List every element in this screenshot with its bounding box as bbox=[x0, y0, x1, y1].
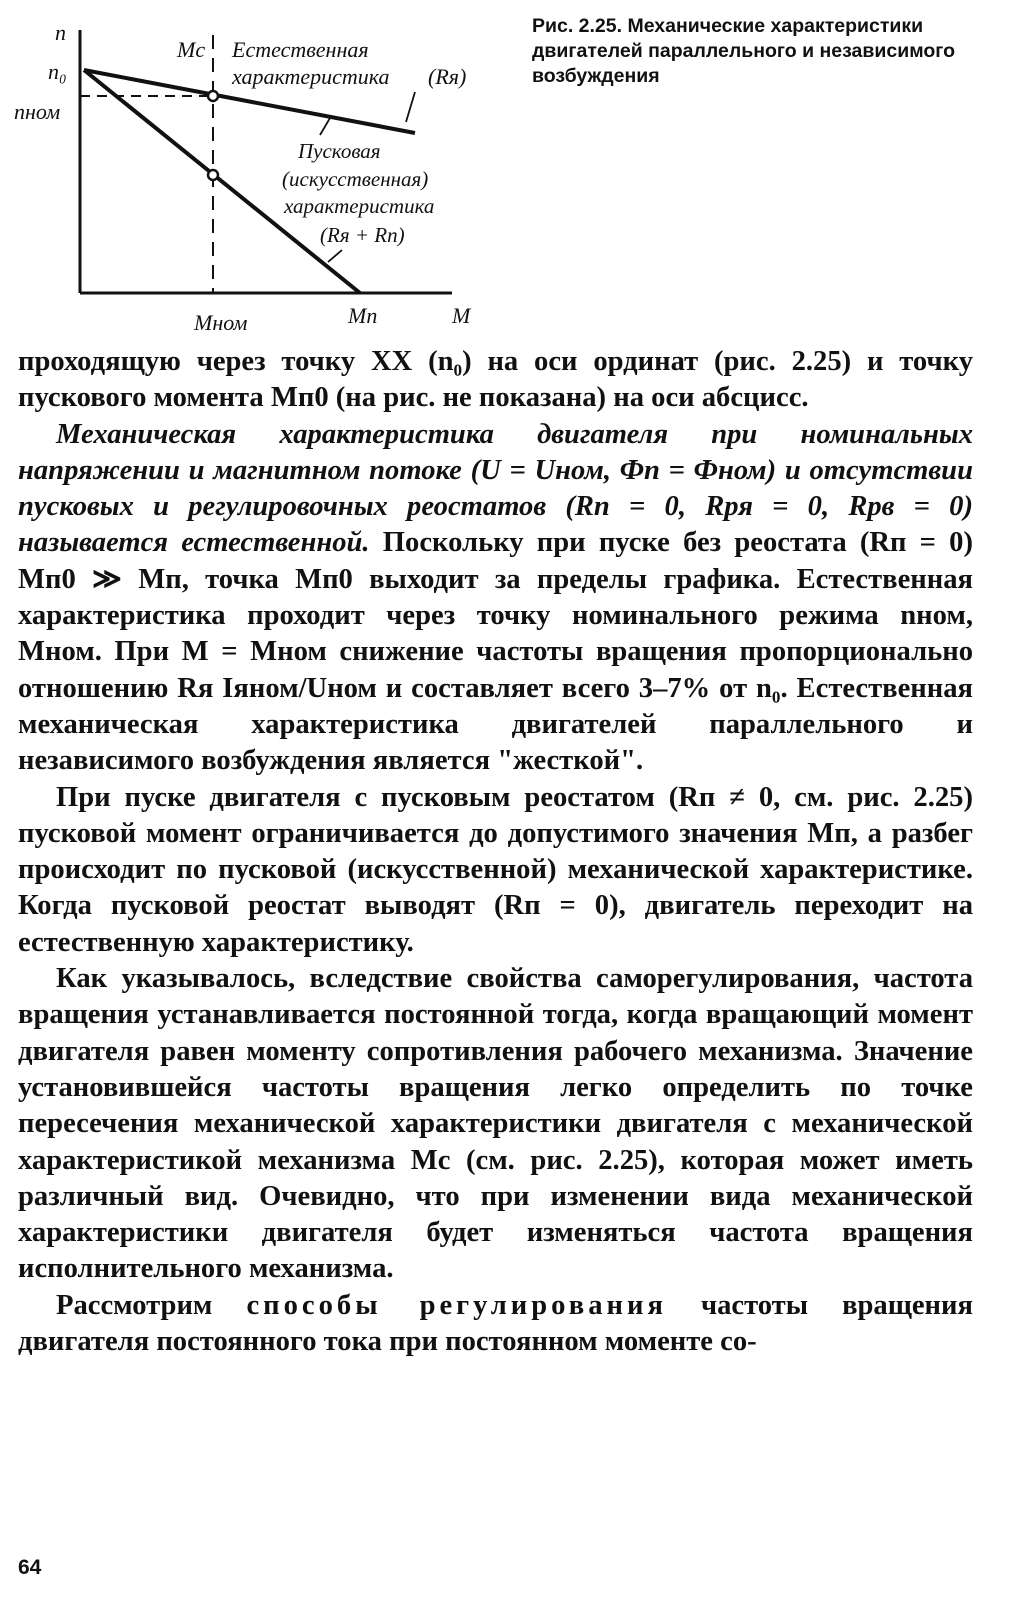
figure-caption: Рис. 2.25. Механические характеристики двигателей параллельного и независимого возбуждения bbox=[532, 15, 956, 87]
paragraph-2 bbox=[18, 417, 973, 780]
label-start-1: Пусковая bbox=[298, 139, 381, 163]
paragraph-4: Как указывалось, вследствие свойства саморегулирования, частота вращения устанавливается постоянной тогда, когда вращающий момент двигателя равен моменту сопротивления рабочего механизма. Значение установившейся частоты вращения легко определить по точке пересечения механической характеристики двигателя с механической характеристикой механизма Mc (см. рис. 2.25), которая может иметь различный вид. Очевидно, что при изменении вида механической характеристики двигателя будет изменяться частота вращения исполнительного механизма. bbox=[18, 963, 973, 1285]
label-mc: Mc bbox=[177, 37, 206, 62]
paragraph-1: проходящую через точку XX (n₀) на оси ординат (рис. 2.25) и точку пускового момента Mп0 (на рис. не показана) на оси абсцисс. bbox=[18, 346, 973, 414]
paragraph-5-b: частоты вращения двигателя постоянного тока при постоянном моменте со- bbox=[18, 1289, 973, 1358]
page-number: 64 bbox=[18, 1556, 42, 1579]
label-n-nom: nном bbox=[14, 99, 61, 124]
label-natural-2: характеристика bbox=[232, 64, 390, 89]
label-m: M bbox=[452, 303, 471, 328]
natural-definition: Механическая характеристика двигателя при номинальных напряжении и магнитном потоке (U = Uном, Фп = Фном) и отсутствии пусковых и регулировочных реостатов (Rп = 0, Rря = 0, Rрв = 0) называется естественной. bbox=[18, 418, 973, 559]
starting-operating-point bbox=[208, 170, 218, 180]
start-label-leader bbox=[320, 118, 330, 135]
label-natural-1: Естественная bbox=[232, 37, 369, 62]
paragraph-5-a: Рассмотрим bbox=[56, 1289, 213, 1321]
body-text bbox=[18, 344, 973, 1360]
figure-2-25 bbox=[0, 0, 1011, 345]
start-label-leader-2 bbox=[328, 250, 342, 262]
paragraph-2-rest: Поскольку при пуске без реостата (Rп = 0) Mп0 ≫ Mп, точка Mп0 выходит за пределы графика. Естественная характеристика проходит через точку номинального режима nном, Mном. При M = Mном снижение частоты вращения пропорционально отношению Rя Iяном/Uном и составляет всего 3–7% от n₀. Естественная механическая характеристика двигателей параллельного и независимого возбуждения является "жесткой". bbox=[18, 527, 973, 777]
natural-label-leader bbox=[406, 92, 415, 122]
label-start-3: характеристика bbox=[284, 194, 435, 218]
paragraph-5 bbox=[18, 1288, 973, 1361]
label-m-nom: Mном bbox=[194, 310, 248, 335]
label-start-4: (Rя + Rп) bbox=[320, 223, 405, 247]
label-m-p: Mп bbox=[348, 303, 378, 328]
label-n0: n₀ bbox=[48, 59, 67, 84]
label-n: n bbox=[55, 20, 66, 45]
natural-operating-point bbox=[208, 91, 218, 101]
label-natural-3: (Rя) bbox=[428, 64, 467, 89]
label-start-2: (искусственная) bbox=[282, 167, 429, 191]
paragraph-5-spaced: способы регулирования bbox=[246, 1289, 667, 1321]
paragraph-3: При пуске двигателя с пусковым реостатом (Rп ≠ 0, см. рис. 2.25) пусковой момент ограничивается до допустимого значения Mп, а разбег происходит по пусковой (искусственной) механической характеристике. Когда пусковой реостат выводят (Rп = 0), двигатель переходит на естественную характеристику. bbox=[18, 781, 973, 958]
